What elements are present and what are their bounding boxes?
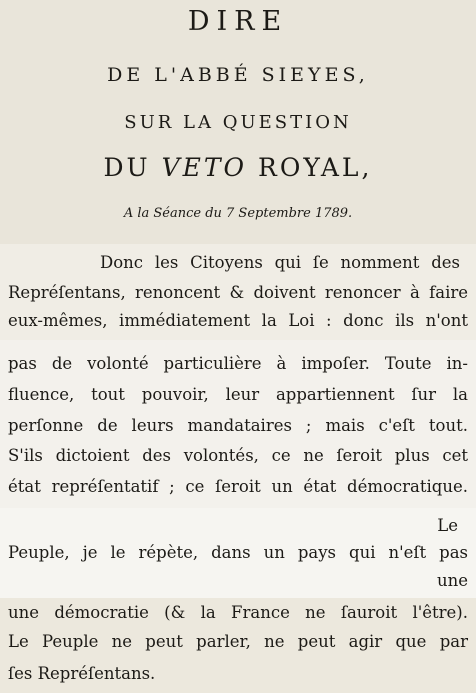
body-line: eux-mêmes, immédiatement la Loi : donc ils n'ont (8, 311, 468, 330)
title-line-4-suffix: ROYAL, (247, 153, 373, 182)
title-line-3: SUR LA QUESTION (124, 112, 352, 133)
session-dateline: A la Séance du 7 Septembre 1789. (123, 206, 353, 221)
body-line: Le (437, 516, 458, 535)
body-line: pas de volonté particulière à impoſer. Toute in- (8, 354, 468, 373)
title-line-4-prefix: DU (103, 153, 162, 182)
body-line: Le Peuple ne peut parler, ne peut agir que par (8, 632, 468, 651)
body-line: Repréſentans, renoncent & doivent renoncer à faire (8, 283, 468, 302)
title-line-2: DE L'ABBÉ SIEYES, (107, 64, 369, 86)
body-line: Peuple, je le répète, dans un pays qui n'eſt pas (8, 543, 468, 562)
body-line: ſes Repréſentans. (8, 664, 156, 683)
body-line: Donc les Citoyens qui ſe nomment des (100, 253, 460, 272)
body-line: S'ils dictoient des volontés, ce ne ſeroit plus cet (8, 446, 468, 465)
title-line-4 (0, 153, 476, 182)
body-line: perſonne de leurs mandataires ; mais c'eſt tout. (8, 416, 468, 435)
body-line: fluence, tout pouvoir, leur appartiennent ſur la (8, 385, 468, 404)
body-line: une (436, 571, 468, 590)
body-line: une démocratie (& la France ne ſauroit l'être). (8, 603, 468, 622)
title-line-1: DIRE (187, 6, 289, 37)
title-veto-word: VETO (161, 153, 248, 182)
body-line: état repréſentatif ; ce ſeroit un état démocratique. (8, 477, 468, 496)
